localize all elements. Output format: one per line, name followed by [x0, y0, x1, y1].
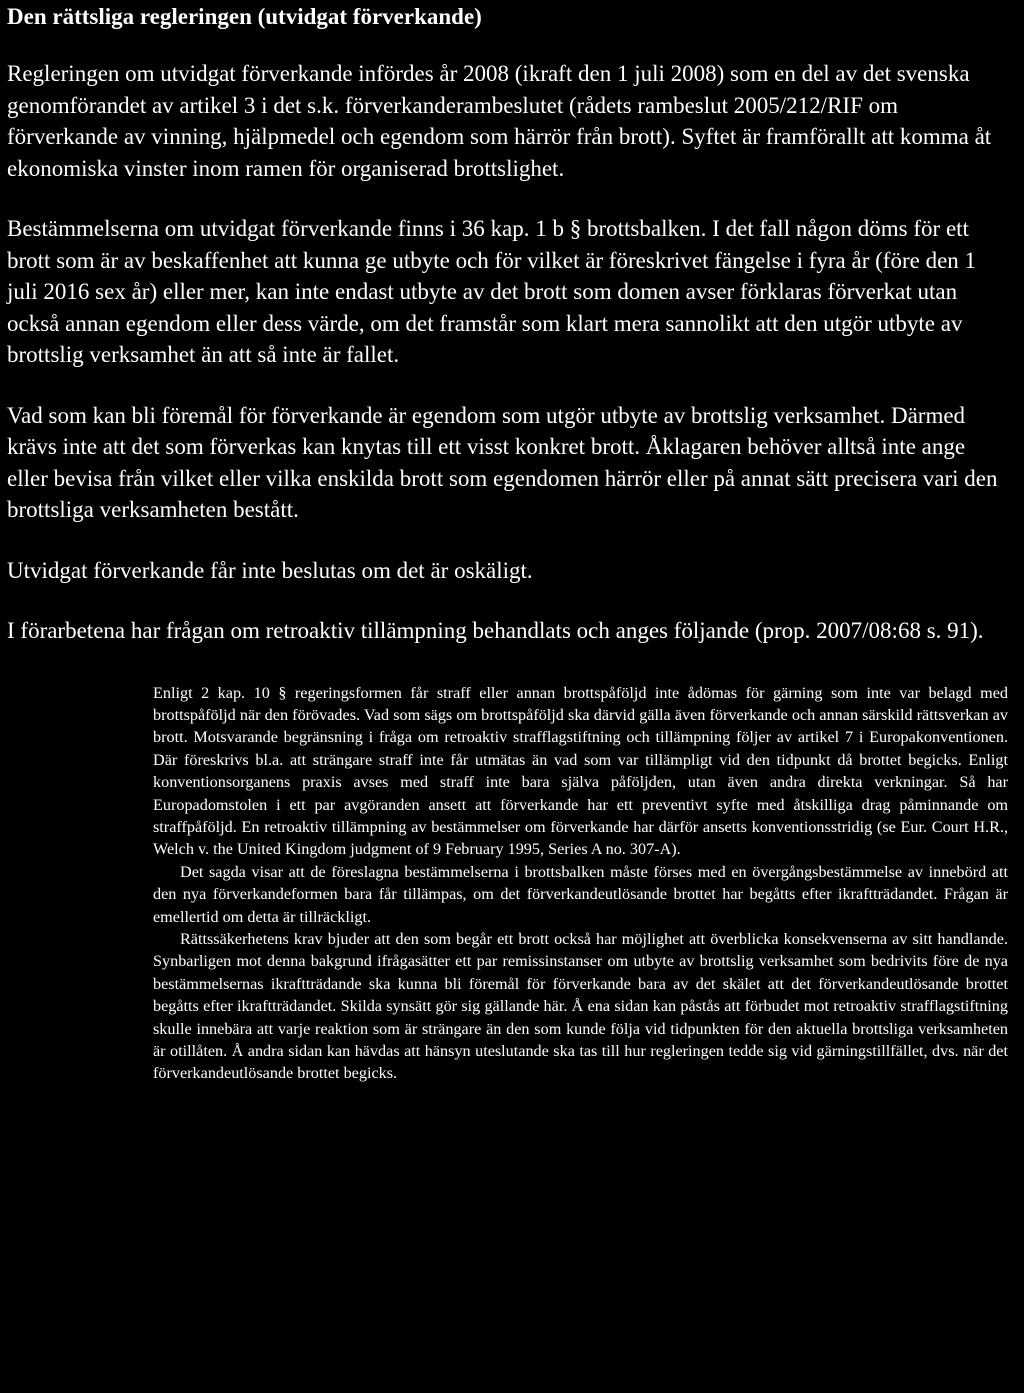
quote-paragraph: Enligt 2 kap. 10 § regeringsformen får straff eller annan brottspåföljd inte ådömas för gärning som inte var belagd med brottspåföljd när den förövades. Vad som sägs om brottspåföljd ska därvid gälla även förverkande och annan särskild rättsverkan av brott. Motsvarande begränsning i fråga om retroaktiv strafflagstiftning och tillämpning följer av artikel 7 i Europakonventionen. Där föreskrivs bl.a. att strängare straff inte får utmätas än vad som var tillämpligt vid den tidpunkt då brottet begicks. Enligt konventionsorganens praxis avses med straff inte bara själva påföljden, utan även andra direkta verkningar. Så har Europadomstolen i ett par avgöranden ansett att förverkande har ett preventivt syfte med åtskilliga drag påminnande om straffpåföljd. En retroaktiv tillämpning av bestämmelser om förverkande har därför ansetts konventionsstridig (se Eur. Court H.R., Welch v. the United Kingdom judgment of 9 February 1995, Series A no. 307-A). — [153, 683, 1008, 859]
quote-paragraph: Det sagda visar att de föreslagna bestämmelserna i brottsbalken måste förses med en övergångsbestämmelse av innebörd att den nya förverkandeformen bara får tillämpas, om det förverkandeutlösande brottet har begåtts efter ikraftträdandet. Frågan är emellertid om detta är tillräckligt. — [153, 862, 1008, 926]
paragraph-preparatory-works: I förarbetena har frågan om retroaktiv tillämpning behandlats och anges följande (prop. 2007/08:68 s. 91). — [7, 618, 984, 643]
block-quote — [153, 682, 1008, 1085]
quote-paragraph: Rättssäkerhetens krav bjuder att den som begår ett brott också har möjlighet att överblicka konsekvenserna av sitt handlande. Synbarligen mot denna bakgrund ifrågasätter ett par remissinstanser om utbyte av brottslig verksamhet som bedrivits före de nya bestämmelsernas ikraftträdande ska kunna bli föremål för förverkande bara av det skälet att det förverkandeutlösande brottet begåtts efter ikraftträdandet. Skilda synsätt gör sig gällande här. Å ena sidan kan påstås att förbudet mot retroaktiv strafflagstiftning skulle innebära att varje reaktion som är strängare än den som kunde följa vid tidpunkten för den aktuella brottsliga verksamheten är otillåten. Å andra sidan kan hävdas att hänsyn uteslutande ska tas till hur regleringen tedde sig vid gärningstillfället, dvs. när det förverkandeutlösande brottet begicks. — [153, 929, 1008, 1083]
paragraph-object-of-forfeiture: Vad som kan bli föremål för förverkande är egendom som utgör utbyte av brottslig verksamhet. Därmed krävs inte att det som förverkas kan knytas till ett visst konkret brott. Åklagaren behöver alltså inte ange eller bevisa från vilket eller vilka enskilda brott som egendomen härrör eller på annat sätt precisera vari den brottsliga verksamheten bestått. — [7, 402, 998, 522]
paragraph-background: Regleringen om utvidgat förverkande infördes år 2008 (ikraft den 1 juli 2008) som en del av det svenska genomförandet av artikel 3 i det s.k. förverkanderambeslutet (rådets rambeslut 2005/212/RIF om förverkande av vinning, hjälpmedel och egendom som härrör från brott). Syftet är framförallt att komma åt ekonomiska vinster inom ramen för organiserad brottslighet. — [7, 61, 992, 181]
paragraph-unreasonableness: Utvidgat förverkande får inte beslutas om det är oskäligt. — [7, 557, 533, 583]
section-heading: Den rättsliga regleringen (utvidgat förverkande) — [7, 4, 482, 29]
paragraph-provisions: Bestämmelserna om utvidgat förverkande finns i 36 kap. 1 b § brottsbalken. I det fall någon döms för ett brott som är av beskaffenhet att kunna ge utbyte och för vilket är föreskrivet fängelse i fyra år (före den 1 juli 2016 sex år) eller mer, kan inte endast utbyte av det brott som domen avser förklaras förverkat utan också annan egendom eller dess värde, om det framstår som klart mera sannolikt att den utgör utbyte av brottslig verksamhet än att så inte är fallet. — [7, 216, 977, 367]
